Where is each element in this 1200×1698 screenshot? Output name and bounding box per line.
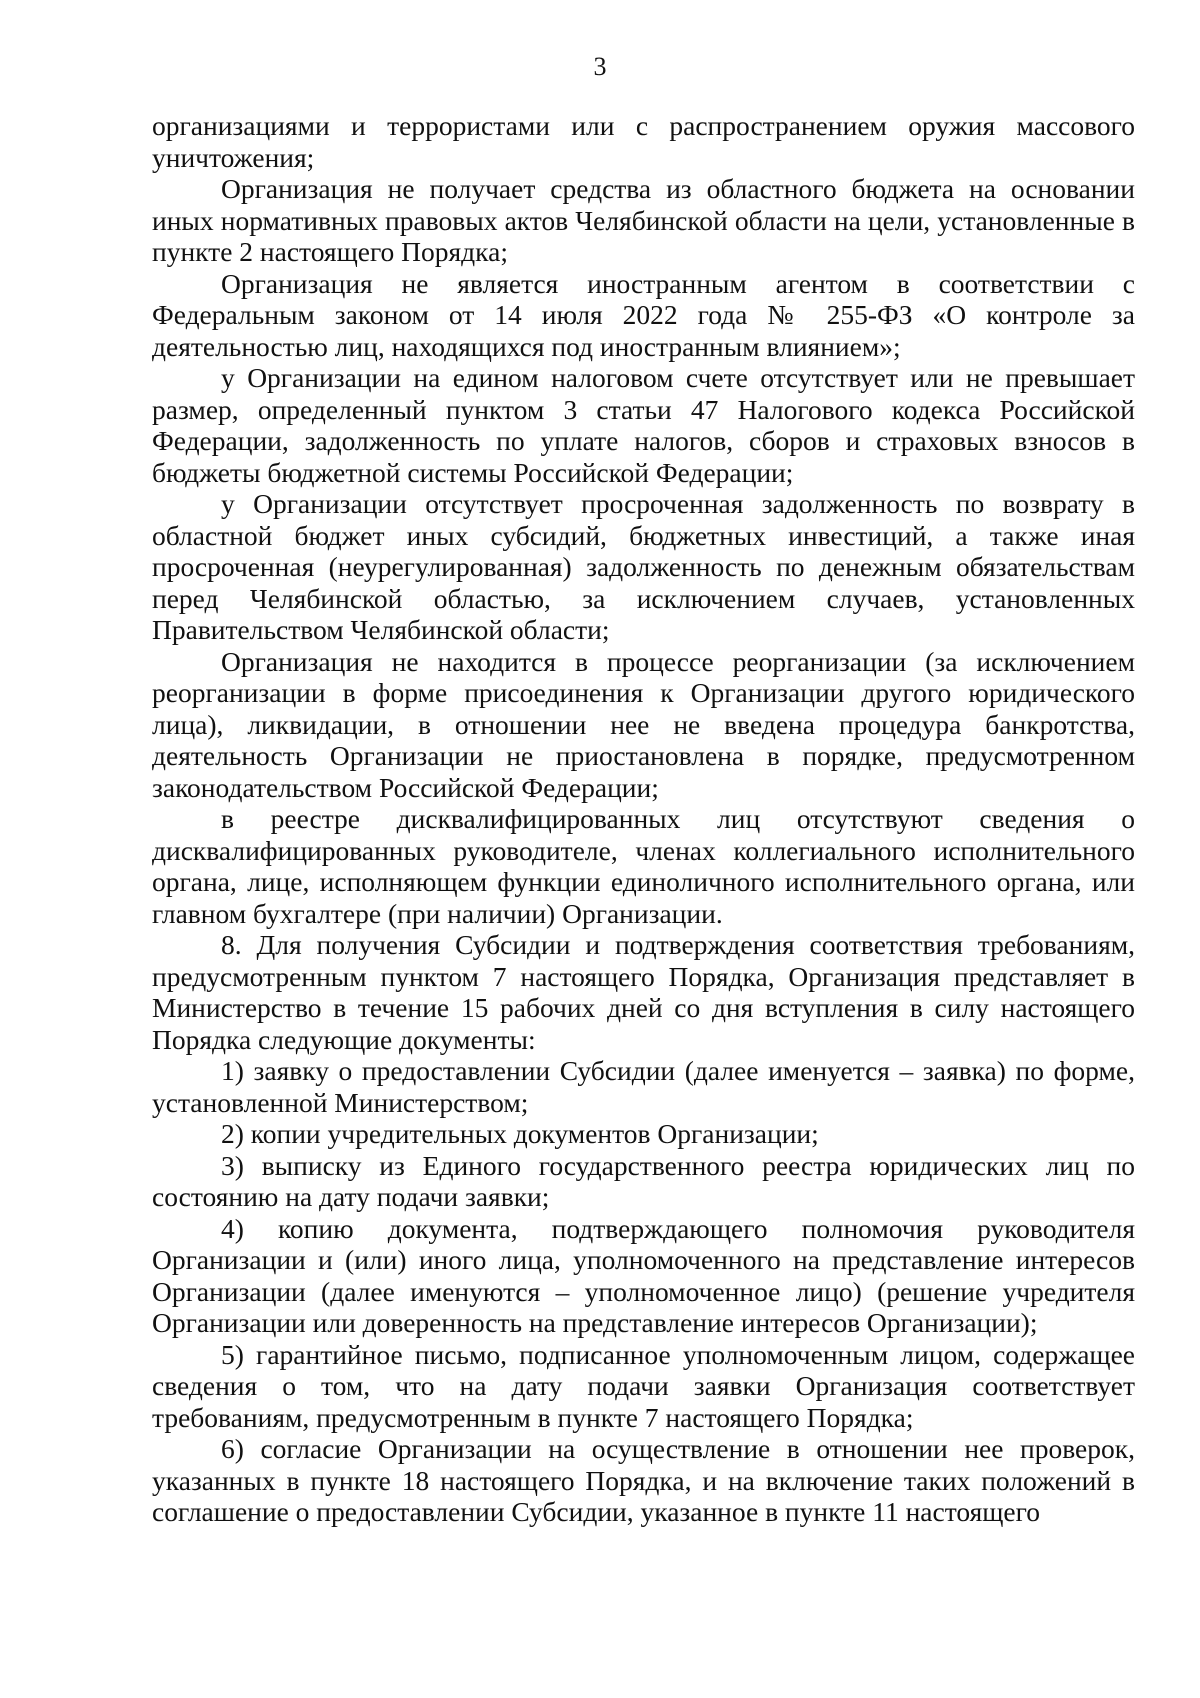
paragraph-5: у Организации отсутствует просроченная задолженность по возврату в областной бюджет иных субсидий, бюджетных инвестиций, а также иная просроченная (неурегулированная) задолженность по денежным обязательствам перед Челябинской областью, за исключением случаев, установленных Правительством Челябинской области; xyxy=(152,488,1135,645)
paragraph-10: 2) копии учредительных документов Организации; xyxy=(221,1118,819,1149)
paragraph-1: организациями и террористами или с распространением оружия массового уничтожения; xyxy=(152,110,1135,173)
paragraph-8: 8. Для получения Субсидии и подтверждения соответствия требованиям, предусмотренным пунктом 7 настоящего Порядка, Организация представляет в Министерство в течение 15 рабочих дней со дня вступления в силу настоящего Порядка следующие документы: xyxy=(152,929,1135,1055)
paragraph-9: 1) заявку о предоставлении Субсидии (далее именуется – заявка) по форме, установленной Министерством; xyxy=(152,1055,1135,1118)
paragraph-2: Организация не получает средства из областного бюджета на основании иных нормативных правовых актов Челябинской области на цели, установленные в пункте 2 настоящего Порядка; xyxy=(152,173,1135,267)
paragraph-6: Организация не находится в процессе реорганизации (за исключением реорганизации в форме присоединения к Организации другого юридического лица), ликвидации, в отношении нее не введена процедура банкротства, деятельность Организации не приостановлена в порядке, предусмотренном законодательством Российской Федерации; xyxy=(152,645,1135,803)
paragraph-11: 3) выписку из Единого государственного реестра юридических лиц по состоянию на дату подачи заявки; xyxy=(152,1149,1135,1212)
paragraph-12: 4) копию документа, подтверждающего полномочия руководителя Организации и (или) иного лица, уполномоченного на представление интересов Организации (далее именуются – уполномоченное лицо) (решение учредителя Организации или доверенность на представление интересов Организации); xyxy=(152,1212,1135,1338)
paragraph-14: 6) согласие Организации на осуществление в отношении нее проверок, указанных в пункте 18 настоящего Порядка, и на включение таких положений в соглашение о предоставлении Субсидии, указанное в пункте 11 настоящего xyxy=(152,1433,1135,1527)
document-body xyxy=(152,110,1135,1528)
paragraph-3: Организация не является иностранным агентом в соответствии с Федеральным законом от 14 июля 2022 года № 255-ФЗ «О контроле за деятельностью лиц, находящихся под иностранным влиянием»; xyxy=(152,267,1135,362)
page-number: 3 xyxy=(593,52,607,81)
paragraph-7: в реестре дисквалифицированных лиц отсутствуют сведения о дисквалифицированных руководителе, членах коллегиального исполнительного органа, лице, исполняющем функции единоличного исполнительного органа, или главном бухгалтере (при наличии) Организации. xyxy=(152,803,1135,929)
paragraph-4: у Организации на едином налоговом счете отсутствует или не превышает размер, определенный пунктом 3 статьи 47 Налогового кодекса Российской Федерации, задолженность по уплате налогов, сборов и страховых взносов в бюджеты бюджетной системы Российской Федерации; xyxy=(152,362,1135,488)
paragraph-13: 5) гарантийное письмо, подписанное уполномоченным лицом, содержащее сведения о том, что на дату подачи заявки Организация соответствует требованиям, предусмотренным в пункте 7 настоящего Порядка; xyxy=(152,1338,1135,1433)
